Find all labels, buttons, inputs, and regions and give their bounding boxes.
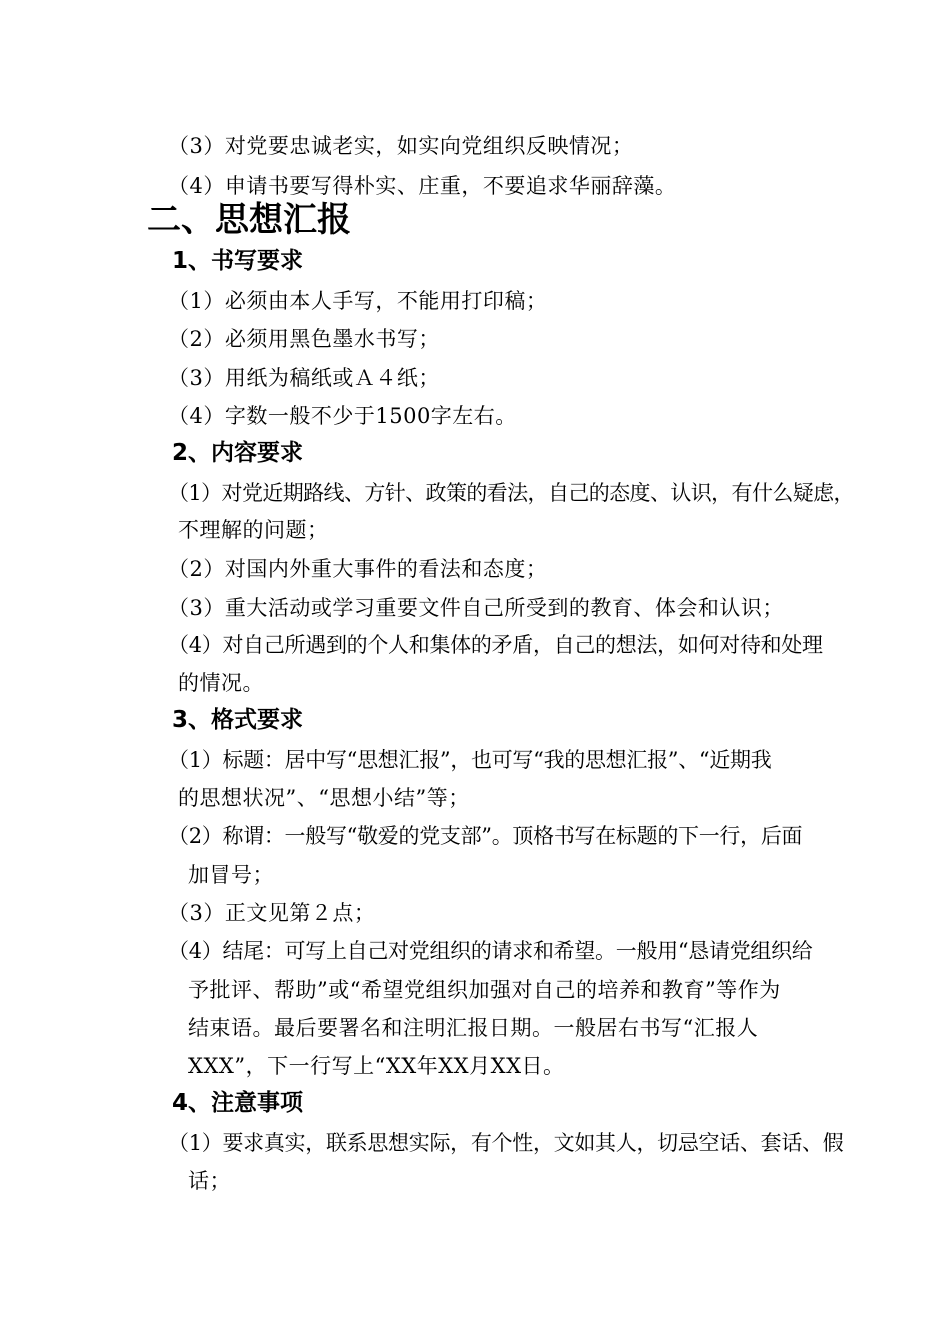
writing-heading: 1、书写要求 [172, 248, 304, 274]
format-item-4-line-1: （4）结尾：可写上自己对党组织的请求和希望。一般用“恳请党组织给 [168, 939, 813, 963]
writing-item-2: （2）必须用黑色墨水书写； [168, 327, 440, 351]
content-item-2: （2）对国内外重大事件的看法和态度； [168, 557, 548, 581]
writing-item-4: （4）字数一般不少于1500字左右。 [168, 404, 517, 428]
writing-item-3: （3）用纸为稿纸或Ａ４纸； [168, 366, 440, 390]
format-item-3: （3）正文见第２点； [168, 901, 376, 925]
intro-item-4: （4）申请书要写得朴实、庄重，不要追求华丽辞藻。 [168, 174, 677, 198]
content-heading: 2、内容要求 [172, 440, 304, 466]
content-item-1-line-2: 不理解的问题； [178, 518, 329, 542]
intro-item-3: （3）对党要忠诚老实，如实向党组织反映情况； [168, 134, 634, 158]
format-item-2-line-1: （2）称谓：一般写“敬爱的党支部”。顶格书写在标题的下一行，后面 [168, 824, 803, 848]
format-item-1-line-2: 的思想状况”、“思想小结”等； [178, 786, 470, 810]
content-item-4-line-2: 的情况。 [178, 671, 264, 695]
content-item-1-line-1: （1）对党近期路线、方针、政策的看法，自己的态度、认识，有什么疑虑， [168, 481, 854, 505]
format-item-4-line-3: 结束语。最后要署名和注明汇报日期。一般居右书写“汇报人 [188, 1016, 759, 1040]
format-item-2-line-2: 加冒号； [188, 863, 274, 887]
format-item-4-line-4: XXX”，下一行写上“XX年XX月XX日。 [188, 1054, 565, 1078]
format-item-4-line-2: 予批评、帮助”或“希望党组织加强对自己的培养和教育”等作为 [188, 978, 781, 1002]
notes-item-1-line-2: 话； [188, 1169, 231, 1193]
format-heading: 3、格式要求 [172, 707, 304, 733]
content-item-4-line-1: （4）对自己所遇到的个人和集体的矛盾，自己的想法，如何对待和处理 [168, 633, 823, 657]
section-title: 二、思想汇报 [147, 200, 351, 240]
notes-heading: 4、注意事项 [172, 1090, 304, 1116]
notes-item-1-line-1: （1）要求真实，联系思想实际，有个性，文如其人，切忌空话、套话、假 [168, 1131, 844, 1155]
format-item-1-line-1: （1）标题：居中写“思想汇报”，也可写“我的思想汇报”、“近期我 [168, 748, 772, 772]
content-item-3: （3）重大活动或学习重要文件自己所受到的教育、体会和认识； [168, 596, 784, 620]
writing-item-1: （1）必须由本人手写，不能用打印稿； [168, 289, 548, 313]
